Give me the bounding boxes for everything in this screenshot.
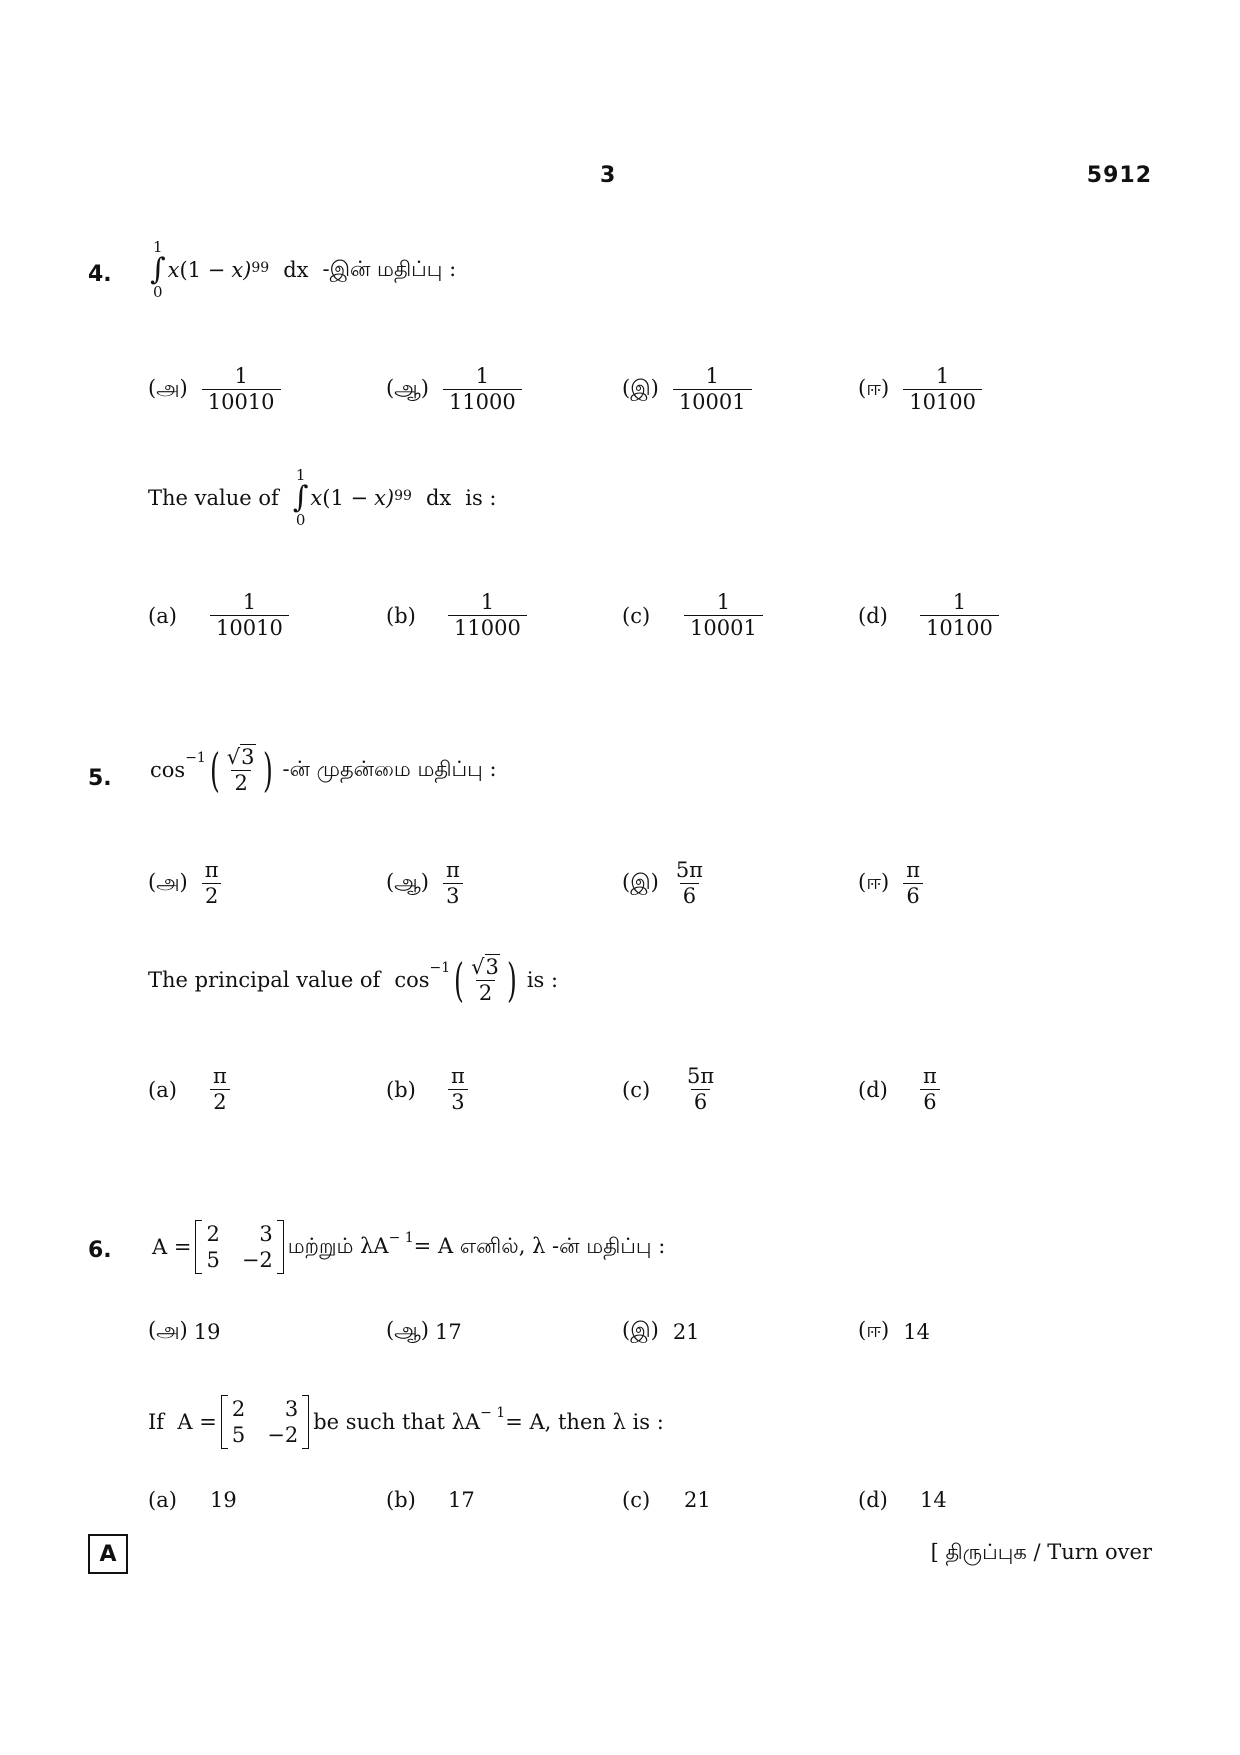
turn-over-note: [ திருப்புக / Turn over bbox=[930, 1540, 1152, 1564]
q5-tamil-option-2[interactable]: (ஆ) $\frac{\pi}{3}$ bbox=[386, 858, 463, 909]
question-5-tamil-stem: cos $^{-1}$ ( √ 3 2 ) -ன் முதன்மை மதிப்பு : bbox=[150, 743, 497, 798]
matrix-a: 2 3 5 −2 bbox=[195, 1220, 283, 1274]
q5-english-option-a[interactable]: (a) $\frac{\pi}{2}$ bbox=[148, 1064, 230, 1115]
q4-tamil-option-3[interactable]: (இ) $\frac{1}{10001}$ bbox=[622, 364, 752, 415]
q5-tamil-option-1[interactable]: (அ) $\frac{\pi}{2}$ bbox=[148, 858, 222, 909]
integral: 1 ∫ 0 bbox=[150, 238, 166, 301]
q6-tamil-option-3[interactable]: (இ) 21 bbox=[622, 1318, 700, 1344]
question-6-tamil-stem: A = 2 3 5 −2 மற்றும் λA $^{- 1}$ = A எனில், λ -ன் மதிப்பு : bbox=[152, 1222, 666, 1272]
question-4-number: 4. bbox=[88, 262, 112, 287]
question-6-number: 6. bbox=[88, 1238, 112, 1263]
q6-english-option-d[interactable]: (d) 14 bbox=[858, 1488, 947, 1512]
q5-english-option-d[interactable]: (d) $\frac{\pi}{6}$ bbox=[858, 1064, 940, 1115]
q4-english-option-b[interactable]: (b) $\frac{1}{11000}$ bbox=[386, 590, 527, 641]
q5-tamil-option-3[interactable]: (இ) $\frac{5\pi}{6}$ bbox=[622, 858, 703, 909]
question-5-english-stem: The principal value of cos $^{-1}$ ( √ 3 2 ) is : bbox=[148, 953, 559, 1008]
question-4-english-stem: The value of 1 ∫ 0 x (1 − x) $^{99}$ dx is : bbox=[148, 466, 497, 529]
matrix-a: 2 3 5 −2 bbox=[221, 1395, 309, 1449]
q6-tamil-option-1[interactable]: (அ) 19 bbox=[148, 1318, 221, 1344]
q6-english-option-c[interactable]: (c) 21 bbox=[622, 1488, 711, 1512]
q4-tamil-option-1[interactable]: (அ) $\frac{1}{10010}$ bbox=[148, 364, 281, 415]
q4-english-option-d[interactable]: (d) $\frac{1}{10100}$ bbox=[858, 590, 999, 641]
q4-tamil-option-4[interactable]: (ஈ) $\frac{1}{10100}$ bbox=[858, 364, 982, 415]
q4-tamil-option-2[interactable]: (ஆ) $\frac{1}{11000}$ bbox=[386, 364, 522, 415]
q5-tamil-option-4[interactable]: (ஈ) $\frac{\pi}{6}$ bbox=[858, 858, 923, 909]
question-4-tamil-stem: 1 ∫ 0 x (1 − x) $^{99}$ dx -இன் மதிப்பு : bbox=[150, 238, 457, 301]
q6-english-option-b[interactable]: (b) 17 bbox=[386, 1488, 475, 1512]
q6-english-option-a[interactable]: (a) 19 bbox=[148, 1488, 237, 1512]
booklet-letter-box: A bbox=[88, 1534, 128, 1574]
q6-tamil-option-4[interactable]: (ஈ) 14 bbox=[858, 1318, 930, 1344]
integral: 1 ∫ 0 bbox=[292, 466, 309, 529]
q5-english-option-c[interactable]: (c) $\frac{5\pi}{6}$ bbox=[622, 1064, 715, 1115]
q4-english-option-c[interactable]: (c) $\frac{1}{10001}$ bbox=[622, 590, 763, 641]
paper-code: 5912 bbox=[1086, 163, 1152, 188]
question-5-number: 5. bbox=[88, 766, 112, 791]
q5-english-option-b[interactable]: (b) $\frac{\pi}{3}$ bbox=[386, 1064, 468, 1115]
question-6-english-stem: If A = 2 3 5 −2 be such that λA $^{- 1}$ = A, then λ is : bbox=[148, 1397, 664, 1447]
q4-english-option-a[interactable]: (a) $\frac{1}{10010}$ bbox=[148, 590, 289, 641]
q6-tamil-option-2[interactable]: (ஆ) 17 bbox=[386, 1318, 462, 1344]
page-number: 3 bbox=[600, 163, 616, 188]
